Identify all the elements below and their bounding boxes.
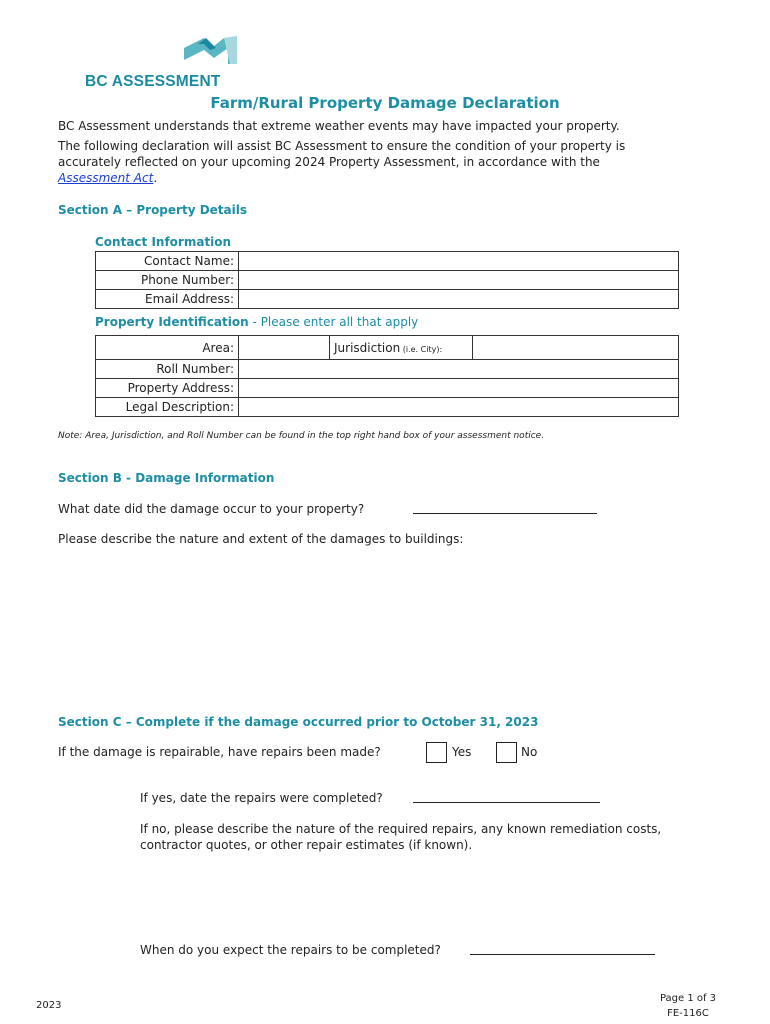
jurisdiction-text: Jurisdiction: [334, 340, 401, 355]
damage-describe-prompt: Please describe the nature and extent of the damages to buildings:: [58, 532, 464, 546]
page-number: Page 1 of 3: [659, 993, 717, 1004]
legal-description-field[interactable]: [239, 398, 679, 417]
prompt-line: contractor quotes, or other repair estimates (if known).: [140, 838, 473, 852]
section-c-heading: Section C – Complete if the damage occurred prior to October 31, 2023: [58, 715, 539, 729]
intro-paragraph-2: [58, 138, 625, 186]
repair-date-field[interactable]: [413, 792, 600, 803]
bc-assessment-logo-icon: [184, 36, 238, 66]
contact-information-heading: Contact Information: [95, 235, 232, 249]
property-address-label: Property Address:: [96, 379, 239, 398]
contact-table: [95, 251, 679, 309]
jurisdiction-label: [330, 336, 473, 360]
property-table: [95, 335, 679, 417]
expected-completion-field[interactable]: [470, 944, 655, 955]
property-address-field[interactable]: [239, 379, 679, 398]
required-repairs-field[interactable]: [140, 858, 680, 933]
note: Note: Area, Jurisdiction, and Roll Number can be found in the top right hand box of your assessment notice.: [58, 431, 545, 441]
yes-label: Yes: [452, 745, 472, 759]
area-label: Area:: [96, 336, 239, 360]
phone-number-label: Phone Number:: [96, 271, 239, 290]
property-identification-subtitle: - Please enter all that apply: [248, 315, 419, 329]
repairs-question: If the damage is repairable, have repairs been made?: [58, 745, 381, 759]
form-number: FE-116C: [667, 1008, 709, 1019]
section-b-heading: Section B - Damage Information: [58, 471, 275, 485]
contact-name-field[interactable]: [239, 252, 679, 271]
jurisdiction-field[interactable]: [473, 336, 679, 360]
email-address-field[interactable]: [239, 290, 679, 309]
period: .: [153, 171, 158, 185]
no-checkbox[interactable]: [496, 742, 517, 763]
roll-number-label: Roll Number:: [96, 360, 239, 379]
damage-date-field[interactable]: [413, 503, 597, 514]
yes-checkbox[interactable]: [426, 742, 447, 763]
repair-date-question: If yes, date the repairs were completed?: [140, 791, 383, 805]
intro-paragraph-1: BC Assessment understands that extreme weather events may have impacted your property.: [58, 119, 620, 133]
section-a-heading: Section A – Property Details: [58, 203, 247, 217]
intro-line: accurately reflected on your upcoming 2024 Property Assessment, in accordance with the: [58, 155, 600, 169]
email-address-label: Email Address:: [96, 290, 239, 309]
required-repairs-prompt: [140, 821, 661, 853]
footer-year: 2023: [36, 1000, 62, 1011]
expected-completion-question: When do you expect the repairs to be completed?: [140, 943, 441, 957]
area-field[interactable]: [239, 336, 330, 360]
property-identification-heading: [95, 315, 418, 329]
prompt-line: If no, please describe the nature of the required repairs, any known remediation costs,: [140, 822, 662, 836]
intro-line: The following declaration will assist BC Assessment to ensure the condition of your property is: [58, 139, 626, 153]
assessment-act-link[interactable]: Assessment Act: [58, 171, 154, 185]
jurisdiction-hint: (i.e. City):: [400, 344, 443, 354]
page-title: Farm/Rural Property Damage Declaration: [210, 94, 560, 112]
phone-number-field[interactable]: [239, 271, 679, 290]
legal-description-label: Legal Description:: [96, 398, 239, 417]
no-label: No: [521, 745, 538, 759]
damage-description-field[interactable]: [58, 552, 678, 702]
contact-name-label: Contact Name:: [96, 252, 239, 271]
damage-date-question: What date did the damage occur to your property?: [58, 502, 365, 516]
property-identification-title: Property Identification: [95, 315, 249, 329]
roll-number-field[interactable]: [239, 360, 679, 379]
logo-text: BC ASSESSMENT: [85, 73, 221, 90]
